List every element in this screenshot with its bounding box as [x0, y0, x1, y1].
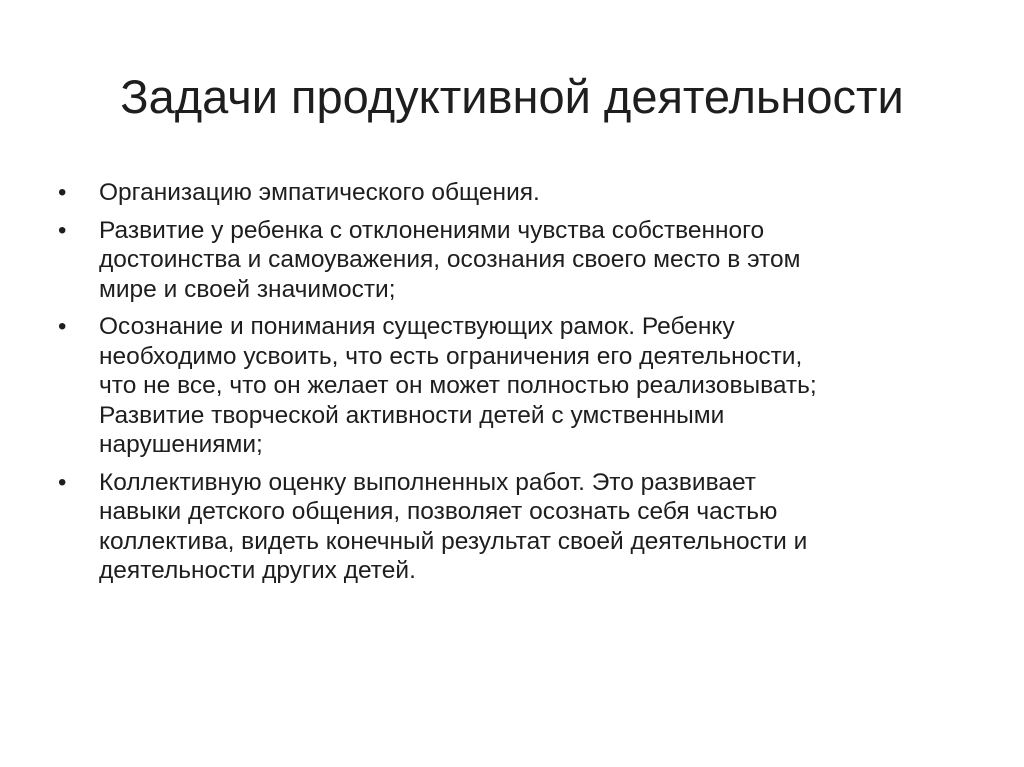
bullet-text-line: нарушениями;	[99, 431, 263, 458]
bullet-icon: •	[58, 468, 67, 496]
bullet-text-line: мире и своей значимости;	[99, 275, 396, 303]
bullet-text-line: деятельности других детей.	[99, 557, 416, 584]
bullet-icon: •	[58, 179, 67, 206]
bullet-text-line: Коллективную оценку выполненных работ. Это развивает	[99, 468, 756, 496]
bullet-list	[58, 178, 958, 594]
bullet-icon: •	[58, 216, 67, 244]
slide-title: Задачи продуктивной деятельности	[120, 70, 904, 123]
bullet-item	[58, 216, 958, 305]
bullet-text-line: что не все, что он желает он может полностью реализовывать;	[99, 372, 817, 399]
bullet-text-line: достоинства и самоуважения, осознания своего место в этом	[99, 246, 801, 273]
bullet-icon: •	[58, 313, 67, 340]
bullet-text-line: Осознание и понимания существующих рамок. Ребенку	[99, 313, 735, 340]
bullet-item	[58, 178, 958, 208]
bullet-item	[58, 312, 958, 460]
bullet-text-line: коллектива, видеть конечный результат своей деятельности и	[99, 527, 808, 555]
bullet-text-line: Организацию эмпатического общения.	[99, 179, 540, 206]
bullet-item	[58, 468, 958, 586]
bullet-text-line: Развитие у ребенка с отклонениями чувства собственного	[99, 216, 765, 244]
bullet-text-line: необходимо усвоить, что есть ограничения его деятельности,	[99, 342, 803, 370]
bullet-text-line: Развитие творческой активности детей с умственными	[99, 401, 725, 429]
bullet-text-line: навыки детского общения, позволяет осознать себя частью	[99, 498, 778, 525]
